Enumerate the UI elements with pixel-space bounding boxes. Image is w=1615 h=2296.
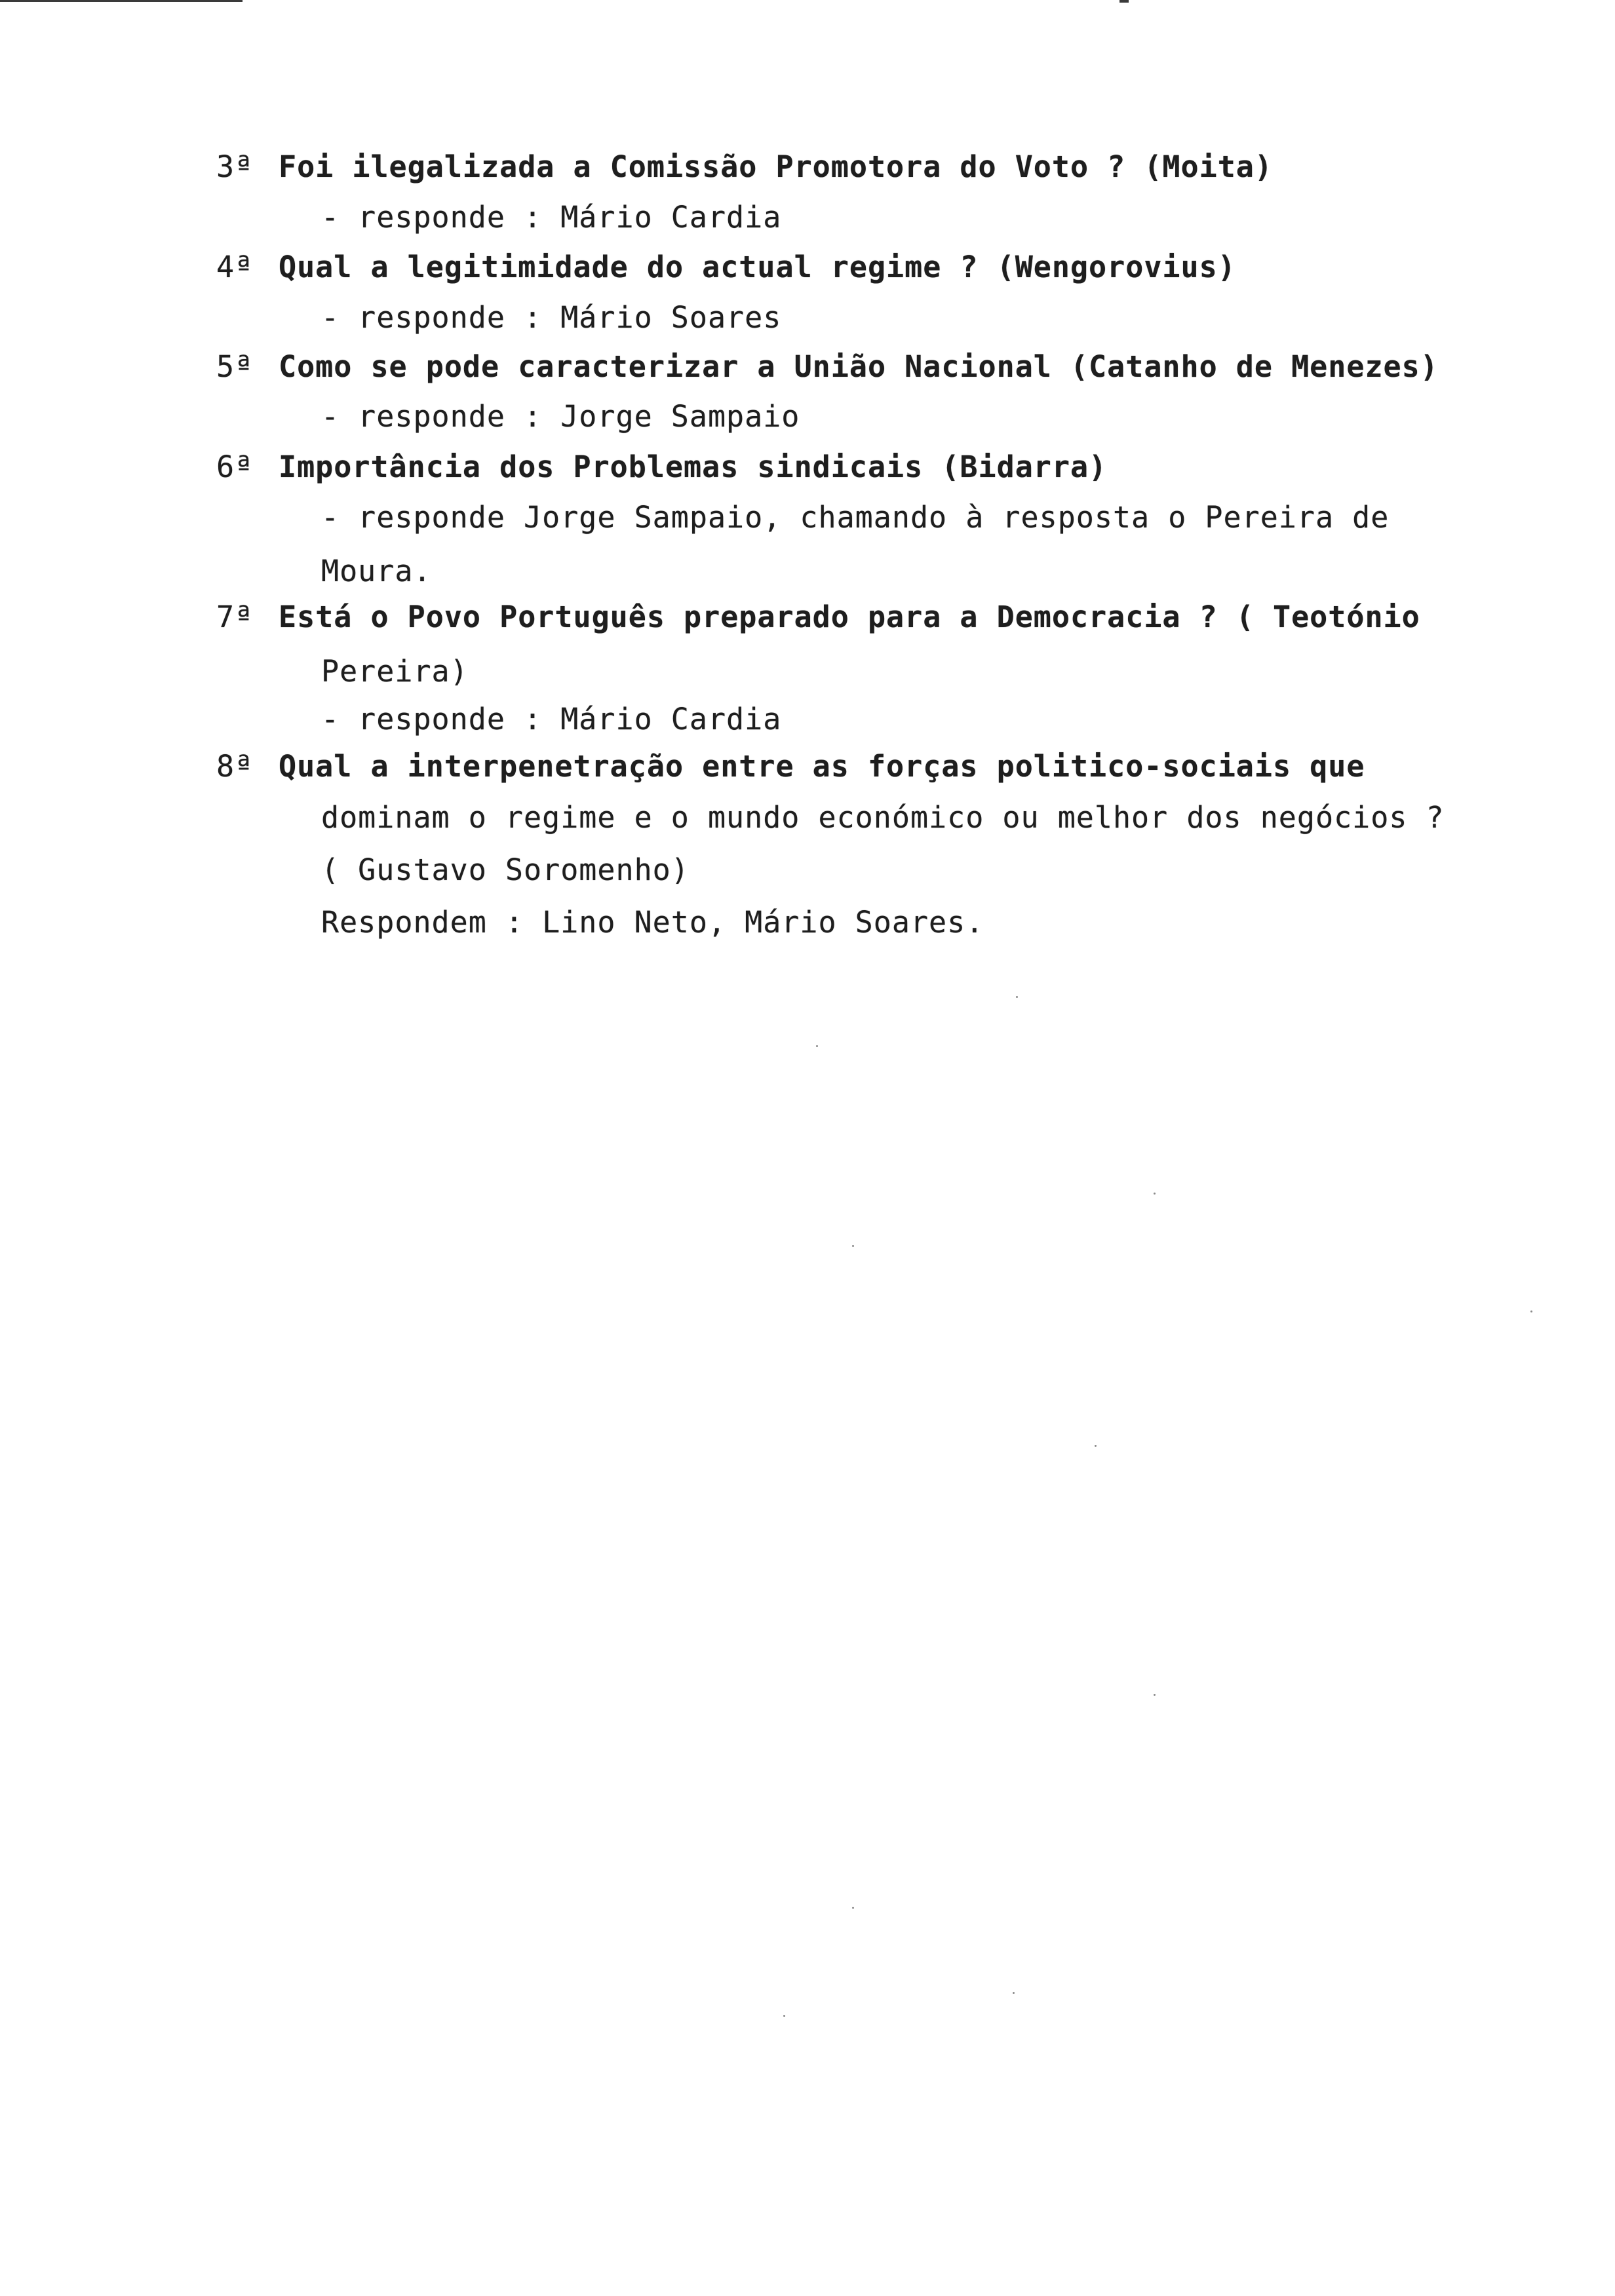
answer-7: - responde : Mário Cardia [321, 702, 782, 737]
answer-4: - responde : Mário Soares [321, 300, 782, 335]
question-text: Como se pode caracterizar a União Nacional (Catanho de Menezes) [279, 349, 1439, 384]
scan-speck [1154, 1193, 1156, 1195]
scan-speck [1016, 996, 1018, 998]
question-8-line-2: dominam o regime e o mundo económico ou melhor dos negócios ? [321, 800, 1445, 835]
question-text: Qual a legitimidade do actual regime ? (Wengorovius) [279, 250, 1236, 284]
question-4 [216, 248, 1236, 287]
answer-3: - responde : Mário Cardia [321, 200, 782, 235]
question-number: 8ª [216, 749, 254, 784]
question-8-line-3: ( Gustavo Soromenho) [321, 852, 690, 887]
scan-speck [1154, 1694, 1156, 1696]
question-3 [216, 147, 1273, 187]
answer-8: Respondem : Lino Neto, Mário Soares. [321, 905, 984, 940]
question-6 [216, 448, 1107, 487]
question-number: 4ª [216, 250, 254, 284]
top-rule [0, 0, 243, 2]
question-text: Foi ilegalizada a Comissão Promotora do Voto ? (Moita) [279, 149, 1273, 184]
question-7 [216, 598, 1420, 637]
scan-speck [852, 1907, 854, 1909]
scan-speck [1013, 1992, 1015, 1994]
scan-speck [852, 1245, 854, 1247]
question-number: 5ª [216, 349, 254, 384]
question-number: 3ª [216, 149, 254, 184]
scan-speck [783, 2015, 785, 2017]
answer-6-line-1: - responde Jorge Sampaio, chamando à resposta o Pereira de [321, 500, 1390, 535]
answer-6-line-2: Moura. [321, 554, 432, 588]
scan-speck [1095, 1445, 1097, 1447]
question-number: 7ª [216, 600, 254, 634]
question-5 [216, 347, 1439, 387]
scan-speck [1530, 1311, 1532, 1312]
question-8 [216, 747, 1365, 786]
question-number: 6ª [216, 450, 254, 484]
question-text-line-1: Qual a interpenetração entre as forças politico-sociais que [279, 749, 1365, 784]
question-text-line-1: Está o Povo Português preparado para a Democracia ? ( Teotónio [279, 600, 1420, 634]
question-text: Importância dos Problemas sindicais (Bidarra) [279, 450, 1108, 484]
question-7-line-2: Pereira) [321, 654, 469, 689]
answer-5: - responde : Jorge Sampaio [321, 399, 800, 434]
scan-speck [816, 1045, 818, 1047]
top-tick [1119, 0, 1129, 3]
